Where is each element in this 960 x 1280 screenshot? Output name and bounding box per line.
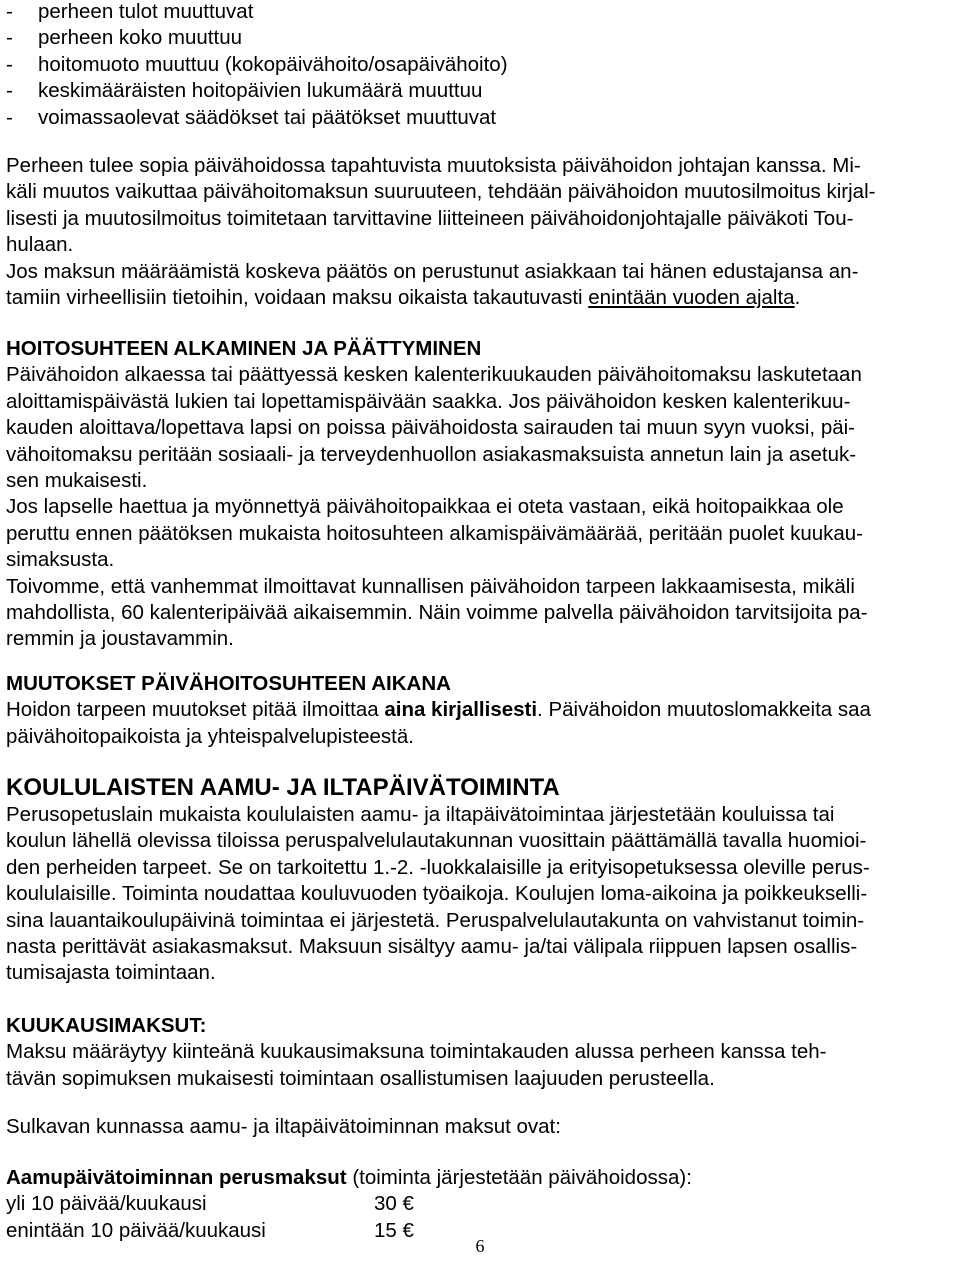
paragraph-line: käli muutos vaikuttaa päivähoitomaksun suuruuteen, tehdään päivähoidon muutosilmoitus kirjal- (6, 180, 876, 204)
change-conditions-list (6, 0, 950, 131)
fee-amount: 15 € (374, 1218, 414, 1242)
paragraph-line: Sulkavan kunnassa aamu- ja iltapäivätoiminnan maksut ovat: (6, 1115, 561, 1138)
paragraph-line: koululaisille. Toiminta noudattaa kouluvuoden työaikoja. Koulujen loma-aikoina ja poikkeukselli- (6, 882, 868, 906)
bold-text: aina kirjallisesti (384, 698, 538, 722)
section-heading: KUUKAUSIMAKSUT: (6, 1014, 207, 1037)
paragraph-line: päivähoitopaikoista ja yhteispalvelupisteestä. (6, 724, 414, 748)
paragraph-line: tävän sopimuksen mukaisesti toimintaan osallistumisen laajuuden perusteella. (6, 1066, 715, 1090)
list-item: - hoitomuoto muuttuu (kokopäivähoito/osapäivähoito) (6, 52, 950, 78)
paragraph-line: peruttu ennen päätöksen mukaista hoitosuhteen alkamispäivämäärää, peritään puolet kuukau- (6, 521, 863, 545)
fees-title: Aamupäivätoiminnan perusmaksut (toiminta järjestetään päivähoidossa): (6, 1166, 692, 1189)
paragraph-line: Perusopetuslain mukaista koululaisten aamu- ja iltapäivätoimintaa järjestetään kouluissa tai (6, 803, 835, 826)
paragraph-line: koulun lähellä olevissa tiloissa peruspalvelulautakunnan vuosittain päättämällä tavalla huomioi- (6, 829, 867, 853)
page-number: 6 (475, 1236, 485, 1256)
fee-label: enintään 10 päivää/kuukausi (6, 1218, 266, 1242)
paragraph-line: hulaan. (6, 233, 74, 257)
paragraph-line: sen mukaisesti. (6, 468, 148, 492)
fee-row (6, 1191, 950, 1217)
paragraph-line: den perheiden tarpeet. Se on tarkoitettu 1.-2. -luokkalaisille ja erityisopetuksessa oleville perus- (6, 855, 870, 879)
bullet-dash: - (6, 105, 13, 129)
changes-section (6, 671, 950, 750)
bullet-dash: - (6, 52, 13, 76)
paragraph-line: mahdollista, 60 kalenteripäivää aikaisemmin. Näin voimme palvella päivähoidon tarvitsijoita pa- (6, 600, 868, 624)
paragraph-line: sina lauantaikoulupäivinä toimintaa ei järjestetä. Peruspalvelulautakunta on vahvistanut toimin- (6, 908, 865, 932)
bullet-dash: - (6, 0, 13, 23)
morning-fees-table (6, 1165, 950, 1244)
change-notice-paragraph (6, 153, 950, 311)
school-activity-section (6, 773, 950, 987)
paragraph-line: Jos lapselle haettua ja myönnettyä päivähoitopaikkaa ei oteta vastaan, eikä hoitopaikkaa ole (6, 495, 844, 519)
underlined-text: enintään vuoden ajalta (588, 285, 795, 309)
paragraph-line: simaksusta. (6, 548, 115, 572)
section-heading: KOULULAISTEN AAMU- JA ILTAPÄIVÄTOIMINTA (6, 774, 560, 801)
paragraph-line: remmin ja joustavammin. (6, 627, 234, 651)
bullet-dash: - (6, 26, 13, 50)
paragraph-line: Päivähoidon alkaessa tai päättyessä kesken kalenterikuukauden päivähoitomaksu laskutetaan (6, 363, 862, 387)
section-heading: MUUTOKSET PÄIVÄHOITOSUHTEEN AIKANA (6, 672, 451, 695)
section-heading: HOITOSUHTEEN ALKAMINEN JA PÄÄTTYMINEN (6, 337, 482, 360)
monthly-fees-section (6, 1013, 950, 1092)
paragraph-line: Maksu määräytyy kiinteänä kuukausimaksuna toimintakauden alussa perheen kanssa teh- (6, 1040, 827, 1064)
correction-line: tamiin virheellisiin tietoihin, voidaan maksu oikaista takautuvasti enintään vuoden ajalta. (6, 285, 801, 309)
paragraph-line: Toivomme, että vanhemmat ilmoittavat kunnallisen päivähoidon tarpeen lakkaamisesta, mikäli (6, 574, 855, 598)
fee-label: yli 10 päivää/kuukausi (6, 1192, 207, 1216)
fees-intro (6, 1114, 950, 1140)
paragraph-line: kauden aloittava/lopettava lapsi on poissa päivähoidosta sairauden tai muun syyn vuoksi, päi- (6, 416, 855, 440)
bold-text: Aamupäivätoiminnan perusmaksut (6, 1166, 347, 1189)
list-item: - keskimääräisten hoitopäivien lukumäärä muuttuu (6, 78, 950, 104)
paragraph-line: lisesti ja muutosilmoitus toimitetaan tarvittavine liitteineen päivähoidonjohtajalle päiväkoti Tou- (6, 206, 854, 230)
fee-amount: 30 € (374, 1192, 414, 1216)
correction-line: Jos maksun määräämistä koskeva päätös on perustunut asiakkaan tai hänen edustajansa an- (6, 259, 859, 283)
start-end-section (6, 336, 950, 653)
list-item: - perheen koko muuttuu (6, 25, 950, 51)
paragraph-line: Hoidon tarpeen muutokset pitää ilmoittaa aina kirjallisesti. Päivähoidon muutoslomakkeita saa (6, 698, 871, 722)
paragraph-line: aloittamispäivästä lukien tai lopettamispäivään saakka. Jos päivähoidon kesken kalenterikuu- (6, 389, 851, 413)
list-item: - perheen tulot muuttuvat (6, 0, 950, 25)
paragraph-line: nasta perittävät asiakasmaksut. Maksuun sisältyy aamu- ja/tai välipala riippuen lapsen osallis- (6, 934, 858, 958)
paragraph-line: Perheen tulee sopia päivähoidossa tapahtuvista muutoksista päivähoidon johtajan kanssa. Mi- (6, 154, 861, 177)
paragraph-line: vähoitomaksu peritään sosiaali- ja terveydenhuollon asiakasmaksuista annetun lain ja asetuk- (6, 442, 857, 466)
paragraph-line: tumisajasta toimintaan. (6, 961, 216, 985)
list-item: - voimassaolevat säädökset tai päätökset muuttuvat (6, 105, 950, 131)
bullet-dash: - (6, 79, 13, 103)
